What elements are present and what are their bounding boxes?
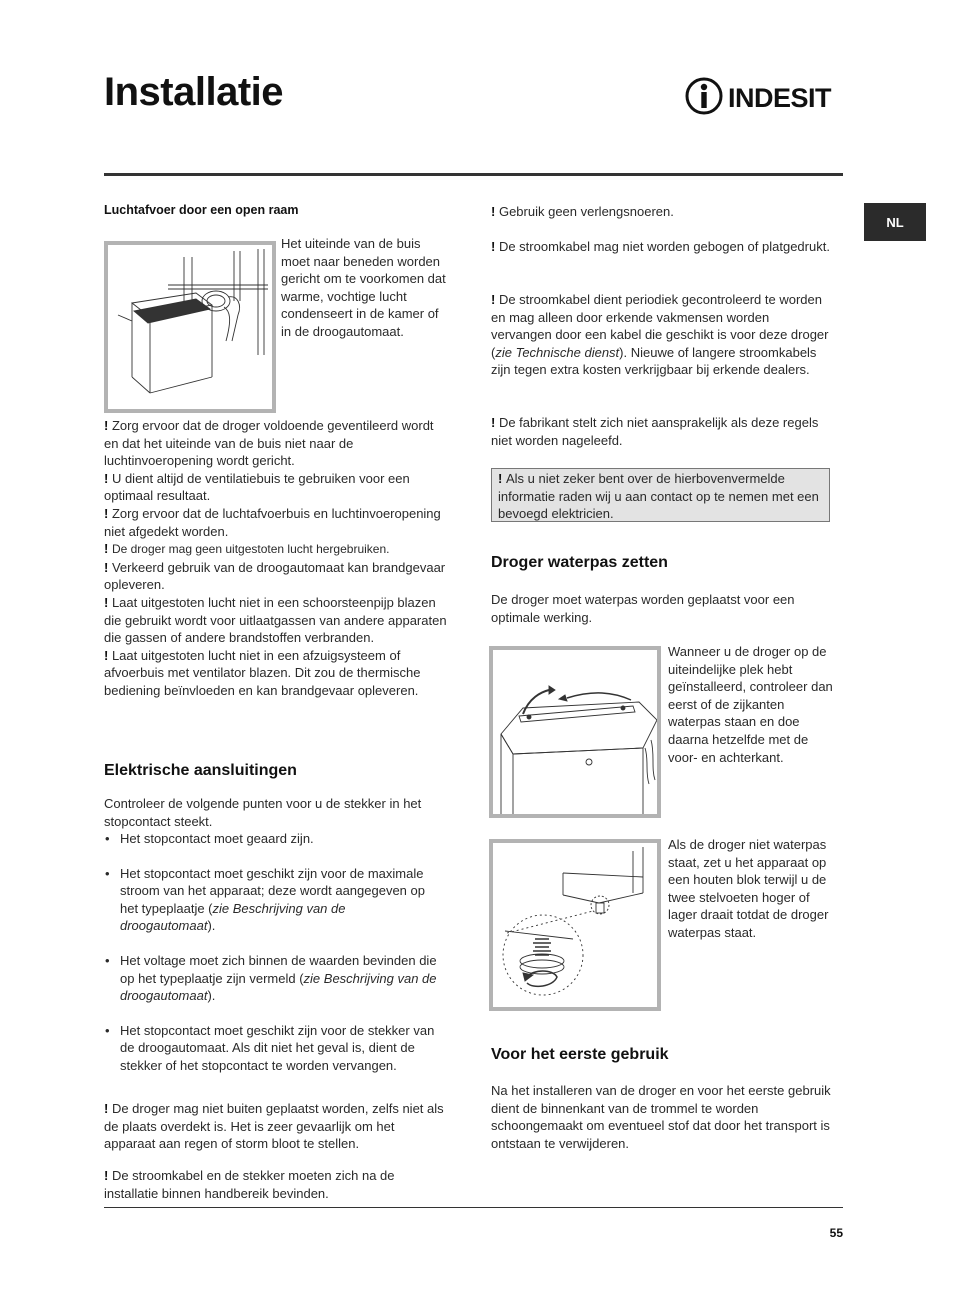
level-intro: De droger moet waterpas worden geplaatst voor een optimale werking.	[491, 592, 795, 625]
dryer-top-level-illustration	[493, 650, 657, 814]
warning-item: ! Verkeerd gebruik van de droogautomaat kan brandgevaar opleveren.	[104, 559, 446, 593]
page-title: Installatie	[104, 70, 284, 114]
warning-item: ! De droger mag geen uitgestoten lucht hergebruiken.	[104, 541, 390, 557]
warning-item: ! Laat uitgestoten lucht niet in een afzuigsysteem of afvoerbuis met ventilator blazen. Dit zou de thermische bediening beïnvloeden en kan brandgevaar opleveren.	[104, 647, 421, 698]
list-item: • Het stopcontact moet geschikt zijn voor de maximale stroom van het apparaat; deze wordt aangegeven op het typeplaatje (zie Beschrijving van de droogautomaat).	[104, 865, 444, 935]
level-text-2: Als de droger niet waterpas staat, zet u het apparaat op een houten blok terwijl u de twee stelvoeten hoger of lager draait totdat de droger waterpas staat.	[668, 837, 829, 940]
section-heading-first-use: Voor het eerste gebruik	[491, 1046, 669, 1063]
section-heading-electric: Elektrische aansluitingen	[104, 762, 297, 779]
footer-rule	[104, 1207, 843, 1208]
warning-reach: ! De stroomkabel en de stekker moeten zich na de installatie binnen handbereik bevinden.	[104, 1168, 395, 1201]
language-tab: NL	[864, 203, 926, 241]
page-number: 55	[829, 1226, 843, 1240]
warning-item: ! U dient altijd de ventilatiebuis te gebruiken voor een optimaal resultaat.	[104, 470, 410, 504]
list-item: • Het stopcontact moet geschikt zijn voor de stekker van de droogautomaat. Als dit niet het geval is, dient de stekker of het stopcontact te worden vervangen.	[104, 1022, 444, 1075]
electric-checklist	[104, 830, 444, 1075]
first-use-text: Na het installeren van de droger en voor het eerste gebruik dient de binnenkant van de trommel te worden schoongemaakt om eventueel stof dat door het transport is ontstaan te verwijderen.	[491, 1083, 831, 1151]
section-heading-level: Droger waterpas zetten	[491, 554, 668, 571]
air-exhaust-text: Het uiteinde van de buis moet naar beneden worden gericht om te voorkomen dat warme, vochtige lucht condenseert in de kamer of in de droogautomaat.	[281, 236, 446, 339]
list-item: • Het voltage moet zich binnen de waarden bevinden die op het typeplaatje zijn vermeld (zie Beschrijving van de droogautomaat).	[104, 952, 444, 1005]
figure-level-feet	[489, 839, 661, 1011]
indesit-logo-icon	[684, 76, 844, 116]
figure-air-exhaust	[104, 241, 276, 413]
notice-box	[491, 468, 830, 522]
notice-text: ! Als u niet zeker bent over de hierbovenvermelde informatie raden wij u aan contact op te nemen met een bevoegd elektricien.	[498, 471, 819, 522]
warning-item: ! Zorg ervoor dat de droger voldoende geventileerd wordt en dat het uiteinde van de buis niet naar de luchtinvoeropening wordt gericht.	[104, 418, 434, 469]
brand-logo	[684, 76, 844, 116]
list-item: • Het stopcontact moet geaard zijn.	[104, 830, 444, 848]
figure-level-sides	[489, 646, 661, 818]
warning-extension: ! Gebruik geen verlengsnoeren.	[491, 204, 674, 219]
warning-item: ! Laat uitgestoten lucht niet in een schoorsteenpijp blazen die gebruikt wordt voor uitlaatgassen van andere apparaten die gassen of andere brandstoffen verbranden.	[104, 594, 447, 646]
warning-liability: ! De fabrikant stelt zich niet aansprakelijk als deze regels niet worden nageleefd.	[491, 415, 819, 448]
warning-check: ! De stroomkabel dient periodiek gecontroleerd te worden en mag alleen door erkende vakmensen worden vervangen door een kabel die geschikt is voor deze droger (zie Technische dienst). Nieuwe of langere stroomkabels zijn tegen extra kosten verkrijgbaar bij erkende dealers.	[491, 292, 829, 378]
dryer-feet-illustration	[493, 843, 657, 1007]
warning-item: ! Zorg ervoor dat de luchtafvoerbuis en luchtinvoeropening niet afgedekt worden.	[104, 505, 441, 539]
level-text-1: Wanneer u de droger op de uiteindelijke plek hebt geïnstalleerd, controleer dan eerst of de zijkanten waterpas staan en doe daarna hetzelfde met de voor- en achterkant.	[668, 644, 833, 765]
svg-text:INDESIT: INDESIT	[728, 83, 832, 113]
warning-outside: ! De droger mag niet buiten geplaatst worden, zelfs niet als de plaats overdekt is. Het is zeer gevaarlijk om het apparaat aan regen of storm bloot te stellen.	[104, 1101, 444, 1152]
warning-bend: ! De stroomkabel mag niet worden gebogen of platgedrukt.	[491, 239, 830, 254]
warnings-list	[104, 417, 449, 700]
dryer-window-illustration	[108, 245, 272, 409]
section-heading-air-exhaust: Luchtafvoer door een open raam	[104, 203, 299, 217]
header-rule	[104, 173, 843, 176]
electric-intro: Controleer de volgende punten voor u de stekker in het stopcontact steekt.	[104, 796, 422, 829]
